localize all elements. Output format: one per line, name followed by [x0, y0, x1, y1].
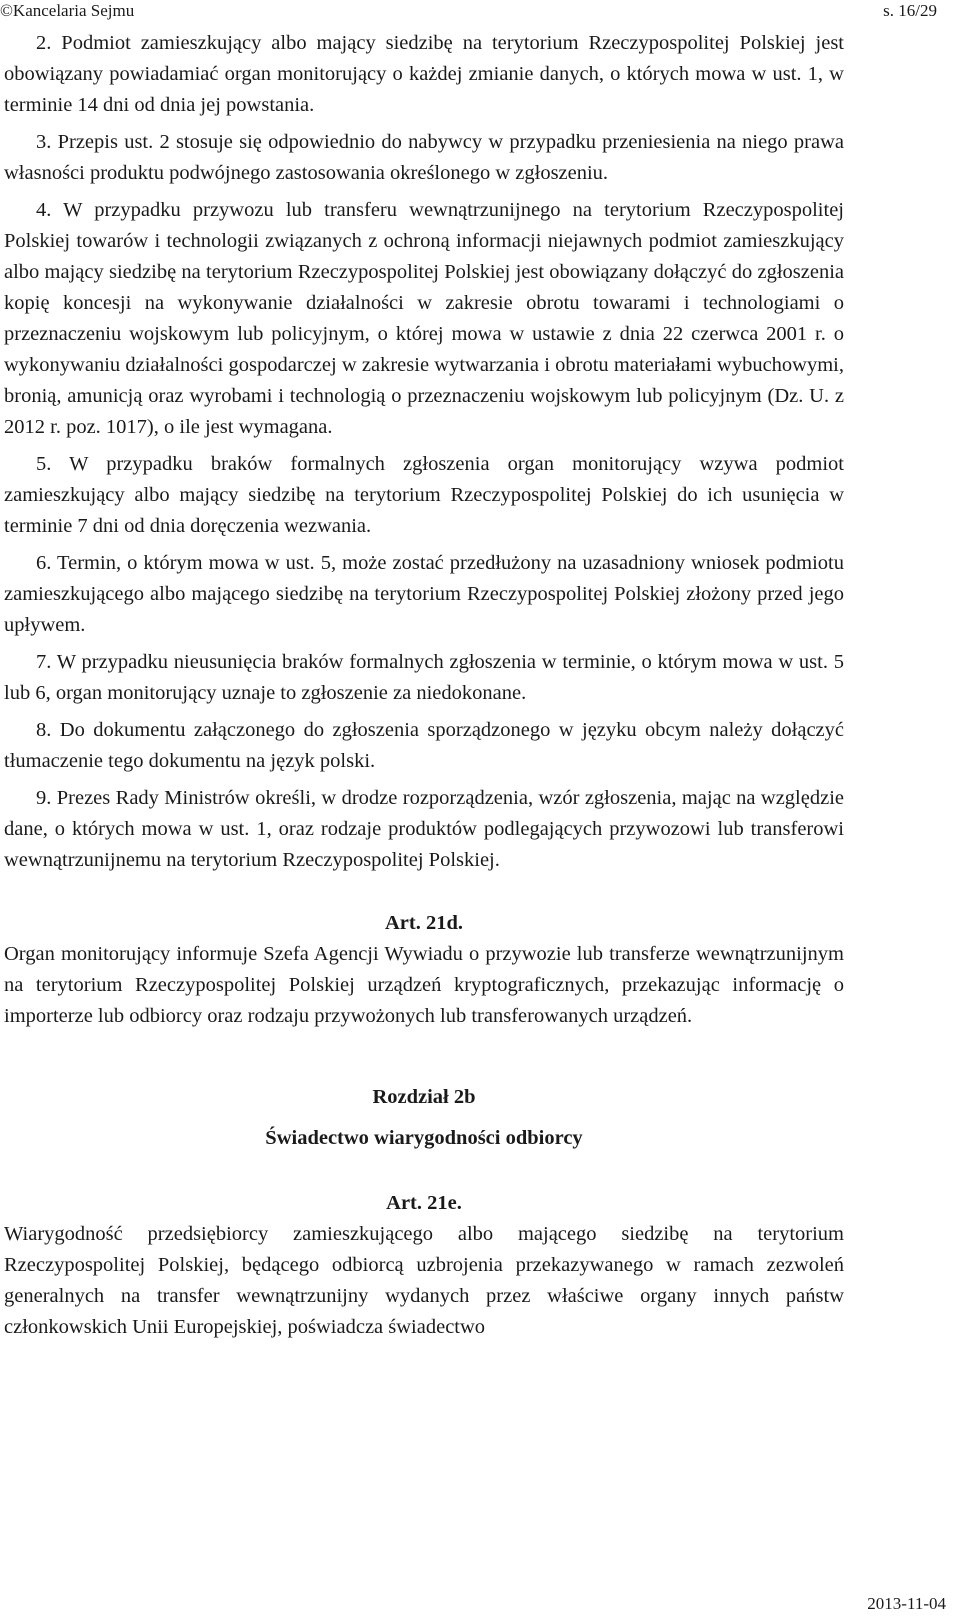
article-21d-text: Organ monitorujący informuje Szefa Agencji Wywiadu o przywozie lub transferze wewnątrzunijnym na terytorium Rzeczypospolitej Polskiej urządzeń kryptograficznych, przekazując informację o importerze lub odbiorcy oraz rodzaju przywożonych lub transferowanych urządzeń.: [4, 943, 844, 1027]
paragraph-point-2: 2. Podmiot zamieszkujący albo mający siedzibę na terytorium Rzeczypospolitej Polskiej jest obowiązany powiadamiać organ monitorujący o każdej zmianie danych, o których mowa w ust. 1, w terminie 14 dni od dnia jej powstania.: [4, 32, 844, 116]
article-21e-heading: Art. 21e.: [386, 1192, 462, 1214]
paragraph-point-6: 6. Termin, o którym mowa w ust. 5, może zostać przedłużony na uzasadniony wniosek podmiotu zamieszkującego albo mającego siedzibę na terytorium Rzeczypospolitej Polskiej złożony przed jego upływem.: [4, 552, 844, 636]
paragraph-point-9: 9. Prezes Rady Ministrów określi, w drodze rozporządzenia, wzór zgłoszenia, mając na względzie dane, o których mowa w ust. 1, oraz rodzaje produktów podlegających przywozowi lub transferowi wewnątrzunijnemu na terytorium Rzeczypospolitej Polskiej.: [4, 787, 844, 871]
paragraph-point-4: 4. W przypadku przywozu lub transferu wewnątrzunijnego na terytorium Rzeczypospolitej Polskiej towarów i technologii związanych z ochroną informacji niejawnych podmiot zamieszkujący albo mający siedzibę na terytorium Rzeczypospolitej Polskiej jest obowiązany dołączyć do zgłoszenia kopię koncesji na wykonywanie działalności w zakresie obrotu towarami i technologiami o przeznaczeniu wojskowym lub policyjnym, o której mowa w ustawie z dnia 22 czerwca 2001 r. o wykonywaniu działalności gospodarczej w zakresie wytwarzania i obrotu materiałami wybuchowymi, bronią, amunicją oraz wyrobami i technologią o przeznaczeniu wojskowym lub policyjnym (Dz. U. z 2012 r. poz. 1017), o ile jest wymagana.: [4, 199, 844, 438]
paragraph-point-7: 7. W przypadku nieusunięcia braków formalnych zgłoszenia w terminie, o którym mowa w ust. 5 lub 6, organ monitorujący uznaje to zgłoszenie za niedokonane.: [4, 651, 844, 704]
article-21e-text: Wiarygodność przedsiębiorcy zamieszkującego albo mającego siedzibę na terytorium Rzeczypospolitej Polskiej, będącego odbiorcą uzbrojenia przekazywanego w ramach zezwoleń generalnych na transfer wewnątrzunijny wydanych przez właściwe organy innych państw członkowskich Unii Europejskiej, poświadcza świadectwo: [4, 1223, 844, 1338]
chapter-number: Rozdział 2b: [372, 1086, 476, 1108]
paragraph-point-5: 5. W przypadku braków formalnych zgłoszenia organ monitorujący wzywa podmiot zamieszkujący albo mający siedzibę na terytorium Rzeczypospolitej Polskiej do ich usunięcia w terminie 7 dni od dnia doręczenia wezwania.: [4, 453, 844, 537]
copyright-header: ©Kancelaria Sejmu: [0, 1, 135, 20]
paragraph-point-3: 3. Przepis ust. 2 stosuje się odpowiednio do nabywcy w przypadku przeniesienia na niego prawa własności produktu podwójnego zastosowania określonego w zgłoszeniu.: [4, 131, 844, 184]
document-body: [4, 28, 844, 1343]
page-number: s. 16/29: [883, 1, 937, 20]
footer-date: 2013-11-04: [867, 1594, 946, 1613]
chapter-title: Świadectwo wiarygodności odbiorcy: [265, 1127, 583, 1149]
article-21d-heading: Art. 21d.: [384, 912, 463, 934]
paragraph-point-8: 8. Do dokumentu załączonego do zgłoszenia sporządzonego w języku obcym należy dołączyć tłumaczenie tego dokumentu na język polski.: [4, 719, 844, 772]
